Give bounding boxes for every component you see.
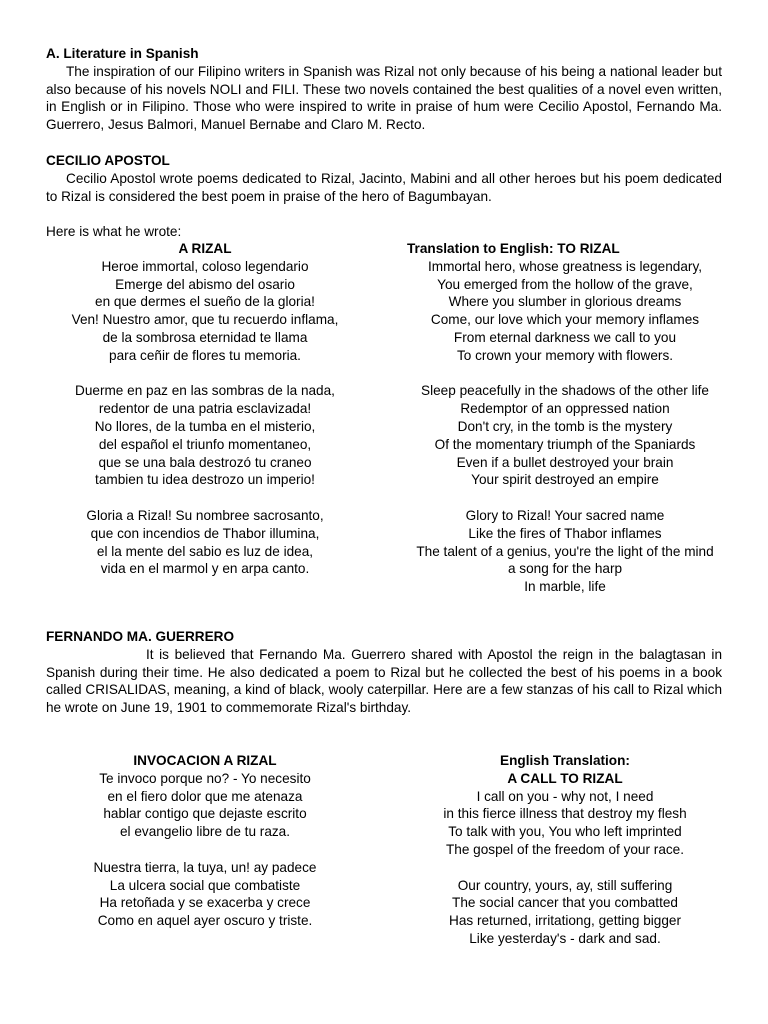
poem-line: Como en aquel ayer oscuro y triste.: [97, 913, 313, 929]
poem-line: Even if a bullet destroyed your brain: [456, 454, 674, 470]
poem-line: The social cancer that you combatted: [452, 895, 678, 911]
poem-line: el evangelio libre de tu raza.: [119, 824, 291, 840]
poem-line: Immortal hero, whose greatness is legendary,: [427, 258, 703, 274]
section-cecilio-apostol: [46, 152, 722, 205]
poem-line: La ulcera social que combatiste: [109, 877, 301, 893]
poem-intro: Here is what he wrote:: [46, 224, 182, 239]
poem-line: Gloria a Rizal! Su nombree sacrosanto,: [86, 507, 324, 523]
poem-line: el la mente del sabio es luz de idea,: [96, 543, 314, 559]
poem-title: A RIZAL: [178, 241, 232, 256]
poem-line: del español el triunfo momentaneo,: [98, 436, 312, 452]
poem-line: Don't cry, in the tomb is the mystery: [457, 418, 673, 434]
poem-line: Sleep peacefully in the shadows of the other life: [421, 383, 709, 399]
poem-line: From eternal darkness we call to you: [453, 329, 677, 345]
poem-line: para ceñir de flores tu memoria.: [109, 347, 301, 363]
poem-invocacion-a-rizal: [30, 752, 380, 930]
poem-line: Of the momentary triumph of the Spaniards: [434, 436, 696, 452]
poem-line: No llores, de la tumba en el misterio,: [94, 418, 316, 434]
poem-line: in this fierce illness that destroy my flesh: [443, 806, 687, 822]
section-heading: FERNANDO MA. GUERRERO: [46, 629, 235, 644]
poem-title: English Translation:: [500, 753, 630, 768]
poem-line: I call on you - why not, I need: [476, 788, 654, 804]
poem-line: hablar contigo que dejaste escrito: [103, 806, 307, 822]
poem-title: INVOCACION A RIZAL: [133, 753, 277, 768]
poem-line: To talk with you, You who left imprinted: [448, 824, 682, 840]
poem-line: Duerme en paz en las sombras de la nada,: [75, 383, 335, 399]
poem-line: Nuestra tierra, la tuya, un! ay padece: [93, 859, 317, 875]
poem-line: Heroe immortal, coloso legendario: [101, 258, 309, 274]
poem-line: en que dermes el sueño de la gloria!: [95, 294, 315, 310]
poem-line: To crown your memory with flowers.: [456, 347, 674, 363]
poem-line: vida en el marmol y en arpa canto.: [100, 561, 310, 577]
poem-line: que se una bala destrozó tu craneo: [98, 454, 312, 470]
poem-line: Te invoco porque no? - Yo necesito: [99, 770, 311, 786]
poem-line: que con incendios de Thabor illumina,: [90, 525, 320, 541]
section-paragraph: Cecilio Apostol wrote poems dedicated to Rizal, Jacinto, Mabini and all other heroes but his poem dedicated to Rizal is considered the best poem in praise of the hero of Bagumbayan.: [46, 170, 722, 204]
poem-title: Translation to English: TO RIZAL: [407, 241, 620, 256]
poem-line: The talent of a genius, you're the light of the mind: [416, 543, 714, 559]
poem-line: Redemptor of an oppressed nation: [460, 401, 670, 417]
poem-line: Ha retoñada y se exacerba y crece: [99, 895, 311, 911]
poem-line: Emerge del abismo del osario: [115, 276, 295, 292]
poem-line: In marble, life: [524, 579, 606, 595]
poem-line: Has returned, irritationg, getting bigger: [449, 913, 681, 929]
poem-line: tambien tu idea destrozo un imperio!: [95, 472, 315, 488]
poem-line: Come, our love which your memory inflames: [430, 312, 700, 328]
poem-line: Your spirit destroyed an empire: [471, 472, 659, 488]
section-paragraph: It is believed that Fernando Ma. Guerrero shared with Apostol the reign in the balagtasan in Spanish during their time. He also dedicated a poem to Rizal but he collected the best of his poems in a book called CRISALIDAS, meaning, a kind of black, wooly caterpillar. Here are a few stanzas of his call to Rizal which he wrote on June 19, 1901 to commemorate Rizal's birthday.: [46, 646, 722, 716]
section-heading: CECILIO APOSTOL: [46, 153, 170, 168]
poem-line: Ven! Nuestro amor, que tu recuerdo inflama,: [71, 312, 339, 328]
poem-line: Like the fires of Thabor inflames: [468, 525, 662, 541]
section-fernando-guerrero: [46, 628, 722, 717]
poem-line: Our country, yours, ay, still suffering: [457, 877, 673, 893]
poem-line: You emerged from the hollow of the grave,: [437, 276, 693, 292]
poem-to-rizal: [395, 240, 735, 596]
poem-line: The gospel of the freedom of your race.: [445, 841, 685, 857]
poem-title: A CALL TO RIZAL: [507, 770, 623, 786]
section-literature-in-spanish: [46, 45, 722, 134]
poem-line: redentor de una patria esclavizada!: [98, 401, 312, 417]
poem-a-call-to-rizal: [395, 752, 735, 948]
poem-line: Glory to Rizal! Your sacred name: [465, 507, 665, 523]
poem-line: en el fiero dolor que me atenaza: [107, 788, 303, 804]
poem-line: de la sombrosa eternidad te llama: [102, 329, 308, 345]
section-heading: A. Literature in Spanish: [46, 46, 199, 61]
poem-line: Like yesterday's - dark and sad.: [469, 930, 661, 946]
poem-line: Where you slumber in glorious dreams: [448, 294, 682, 310]
poem-a-rizal: [30, 240, 380, 578]
section-paragraph: The inspiration of our Filipino writers in Spanish was Rizal not only because of his being a national leader but also because of his novels NOLI and FILI. These two novels contained the best qualities of a novel even written, in English or in Filipino. Those who were inspired to write in praise of hum were Cecilio Apostol, Fernando Ma. Guerrero, Jesus Balmori, Manuel Bernabe and Claro M. Recto.: [46, 63, 722, 133]
poem-line: a song for the harp: [507, 561, 623, 577]
